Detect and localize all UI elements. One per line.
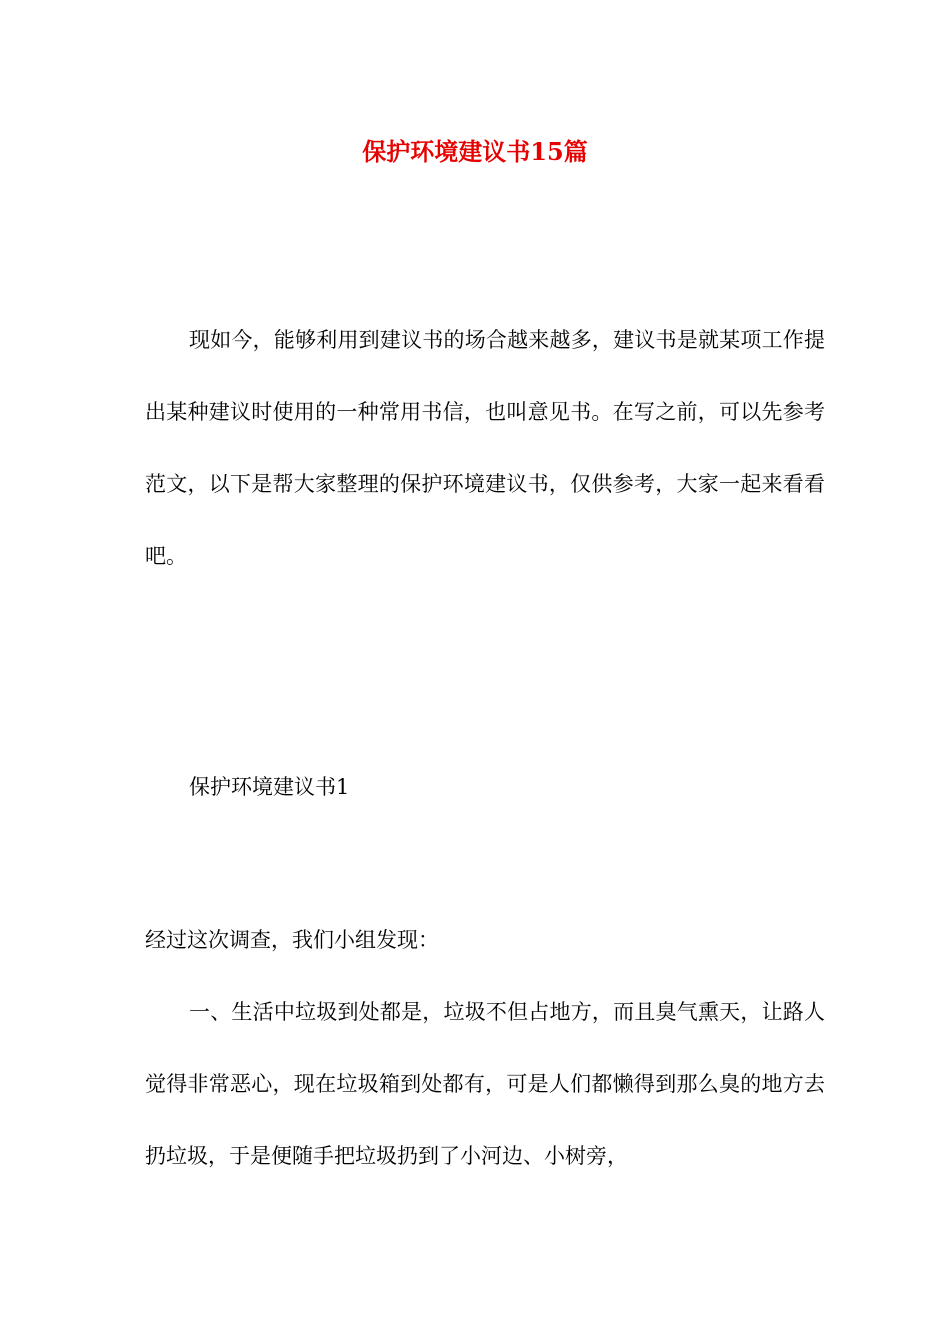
finding-paragraph: 一、生活中垃圾到处都是，垃圾不但占地方，而且臭气熏天，让路人觉得非常恶心，现在垃圾箱到处都有，可是人们都懒得到那么臭的地方去扔垃圾，于是便随手把垃圾扔到了小河边、小树旁， <box>145 1000 825 1168</box>
findings-lead-paragraph: 经过这次调查，我们小组发现： <box>145 928 439 952</box>
document-title: 保护环境建议书15篇 <box>362 137 588 166</box>
section-heading: 保护环境建议书1 <box>189 775 350 799</box>
intro-paragraph: 现如今，能够利用到建议书的场合越来越多，建议书是就某项工作提出某种建议时使用的一种常用书信，也叫意见书。在写之前，可以先参考范文，以下是帮大家整理的保护环境建议书，仅供参考，大家一起来看看吧。 <box>145 328 825 568</box>
